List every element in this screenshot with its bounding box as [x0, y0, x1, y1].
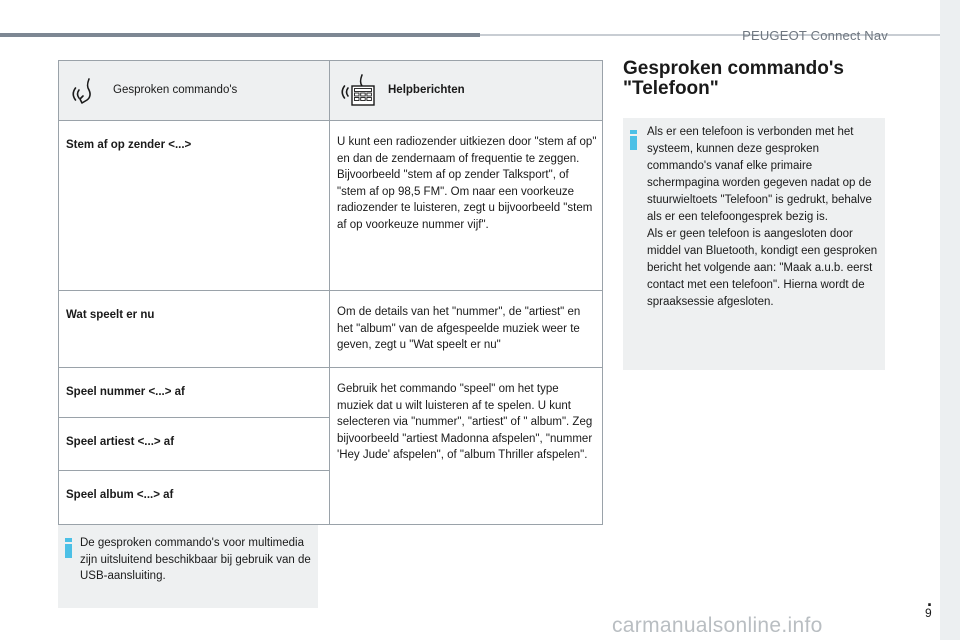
- command-cell: Stem af op zender <...>: [59, 121, 330, 291]
- header-voice-label: Gesproken commando's: [113, 84, 238, 97]
- help-cell: Gebruik het commando "speel" om het type muziek dat u wilt luisteren af te spelen. U kunt selecteren via "nummer", "artiest" of " album". Zeg bijvoorbeeld "artiest Madonna afspelen", "nummer 'Hey Jude' afspelen", of "album Thriller afspelen".: [330, 368, 603, 525]
- watermark: carmanualsonline.info: [612, 614, 823, 637]
- header-rule-dark: [0, 33, 480, 37]
- help-cell: U kunt een radiozender uitkiezen door "stem af op" en dan de zendernaam of frequentie te zeggen. Bijvoorbeeld "stem af op zender Talksport", of "stem af op 98,5 FM". Om naar een voorkeuze radiozender te luisteren, zegt u bijvoorbeeld "stem af op voorkeuze nummer vijf".: [330, 121, 603, 291]
- telephone-info-text: [647, 124, 881, 311]
- header-help-label: Helpberichten: [388, 84, 465, 97]
- table-row: [59, 291, 603, 368]
- header-cell-help: [330, 61, 603, 121]
- telephone-info-paragraph-2: Als er geen telefoon is aangesloten door middel van Bluetooth, kondigt een gesproken bericht het volgende aan: "Maak a.u.b. eerst contact met een telefoon". Hierna wordt de spraaksessie afgesloten.: [647, 228, 878, 308]
- command-cell: Wat speelt er nu: [59, 291, 330, 368]
- telephone-info-paragraph-1: Als er een telefoon is verbonden met het systeem, kunnen deze gesproken commando's vanaf elke primaire schermpagina worden gegeven nadat op de stuurwieltoets "Telefoon" is gedrukt, behalve als er een telefoongesprek bezig is.: [647, 126, 872, 223]
- command-cell: Speel nummer <...> af: [59, 368, 330, 418]
- help-message-screen-icon: [338, 72, 378, 110]
- header-label: PEUGEOT Connect Nav: [742, 28, 888, 43]
- table-row: [59, 121, 603, 291]
- voice-command-icon: [67, 73, 103, 109]
- section-title: Gesproken commando's "Telefoon": [623, 58, 844, 99]
- info-icon: [630, 130, 637, 150]
- telephone-info-box: [623, 118, 885, 370]
- command-cell: Speel album <...> af: [59, 471, 330, 525]
- voice-commands-table: [58, 60, 603, 525]
- help-cell: Om de details van het "nummer", de "artiest" en het "album" van de afgespeelde muziek weer te geven, zegt u "Wat speelt er nu": [330, 291, 603, 368]
- multimedia-info-text: De gesproken commando's voor multimedia zijn uitsluitend beschikbaar bij gebruik van de USB-aansluiting.: [80, 537, 311, 582]
- info-icon: [65, 538, 72, 558]
- multimedia-info-note: [58, 525, 318, 608]
- header-cell-voice: [59, 61, 330, 121]
- page-edge-strip: [940, 0, 960, 640]
- continued-marker: .: [927, 590, 933, 610]
- page-number: 9: [925, 606, 932, 620]
- command-cell: Speel artiest <...> af: [59, 418, 330, 471]
- table-header-row: [59, 61, 603, 121]
- table-row: [59, 368, 603, 418]
